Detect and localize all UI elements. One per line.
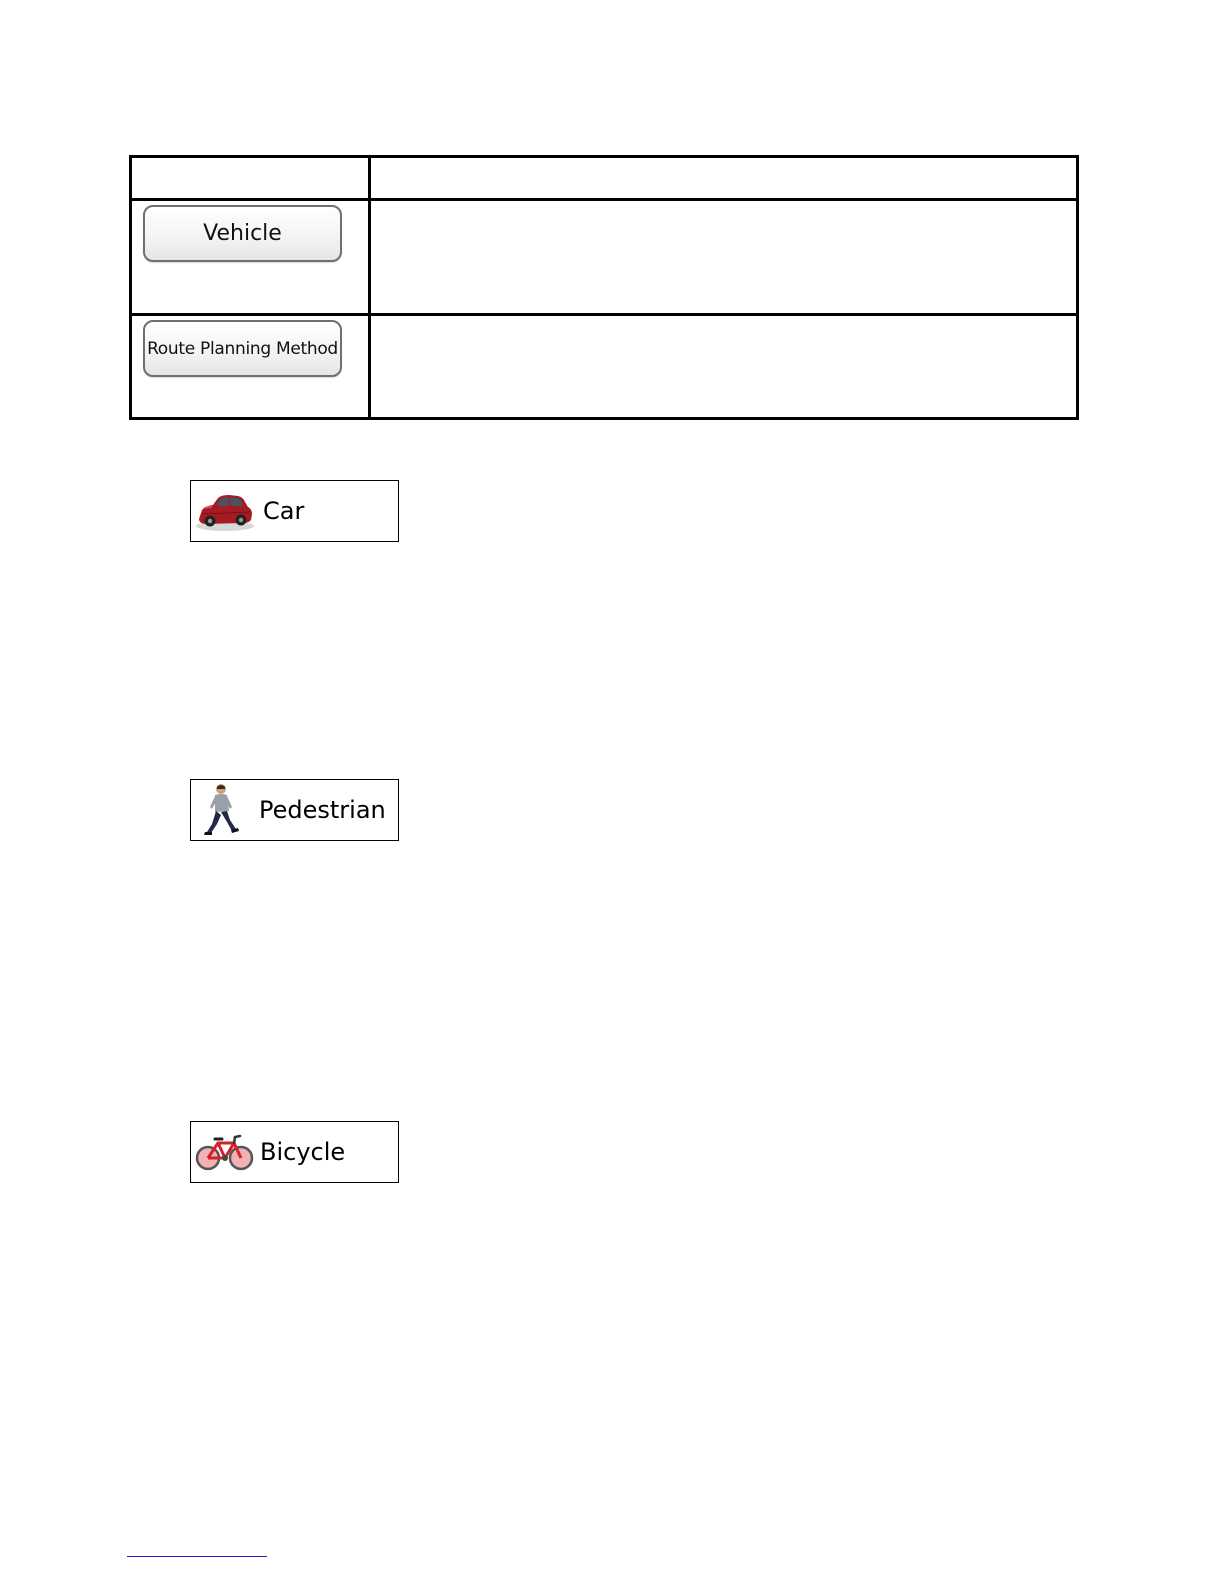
table-row (131, 315, 1078, 419)
bicycle-option-label: Bicycle (260, 1138, 346, 1166)
bicycle-option-button[interactable] (190, 1121, 399, 1183)
pedestrian-icon (201, 782, 241, 838)
car-icon (193, 486, 257, 536)
table-header-row (131, 157, 1078, 200)
description-cell (370, 200, 1078, 315)
button-cell (131, 200, 370, 315)
car-option-button[interactable] (190, 480, 399, 542)
route-planning-method-button-label: Route Planning Method (147, 338, 338, 359)
car-option-label: Car (263, 497, 305, 525)
header-cell-button (131, 157, 370, 200)
button-cell (131, 315, 370, 419)
vehicle-button[interactable] (143, 205, 342, 262)
vehicle-button-label: Vehicle (203, 221, 282, 246)
description-cell (370, 315, 1078, 419)
footnote-separator (127, 1556, 267, 1557)
route-planning-method-button[interactable] (143, 320, 342, 377)
header-cell-description (370, 157, 1078, 200)
settings-table (129, 155, 1079, 420)
pedestrian-option-button[interactable] (190, 779, 399, 841)
table-row (131, 200, 1078, 315)
bicycle-icon (194, 1132, 256, 1172)
pedestrian-option-label: Pedestrian (259, 796, 386, 824)
